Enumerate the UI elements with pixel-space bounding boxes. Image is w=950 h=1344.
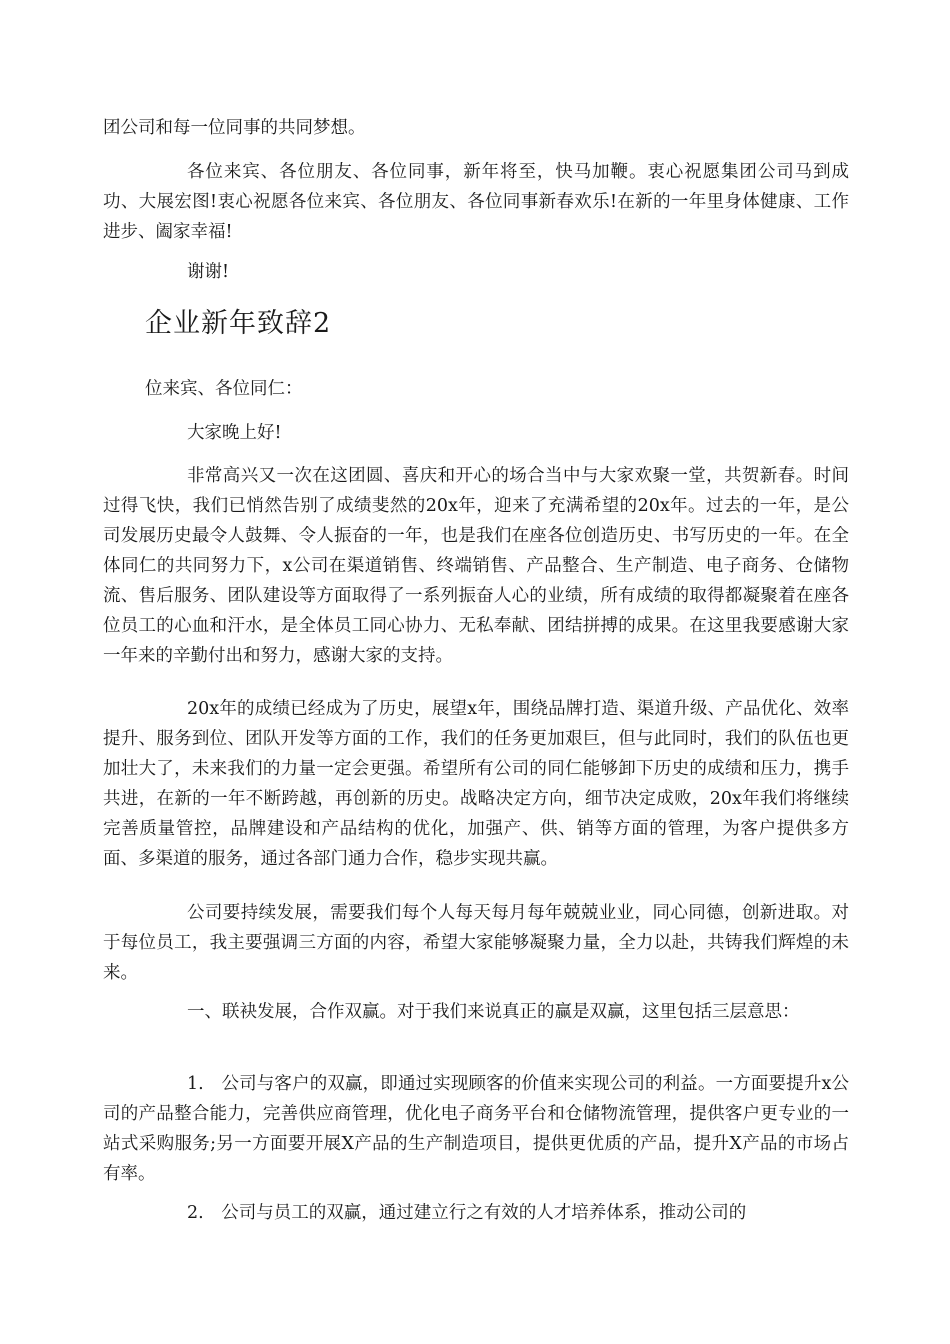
paragraph-development: 公司要持续发展，需要我们每个人每天每月每年兢兢业业，同心同德，创新进取。对于每位员工，我主要强调三方面的内容，希望大家能够凝聚力量，全力以赴，共铸我们辉煌的未来。 [103,903,849,983]
paragraph-wishes: 各位来宾、各位朋友、各位同事，新年将至，快马加鞭。衷心祝愿集团公司马到成功、大展宏图!衷心祝愿各位来宾、各位朋友、各位同事新春欢乐!在新的一年里身体健康、工作进步、阖家幸福! [103,162,849,242]
paragraph-point-one: 一、联袂发展，合作双赢。对于我们来说真正的赢是双赢，这里包括三层意思： [187,1002,800,1022]
greeting: 大家晚上好! [187,423,282,443]
list-item-2: 2. 公司与员工的双赢，通过建立行之有效的人才培养体系，推动公司的 [187,1203,747,1223]
paragraph-thanks: 谢谢! [187,262,230,282]
paragraph-outlook: 20x年的成绩已经成为了历史，展望x年，围绕品牌打造、渠道升级、产品优化、效率提升、服务到位、团队开发等方面的工作，我们的任务更加艰巨，但与此同时，我们的队伍也更加壮大了，未来我们的力量一定会更强。希望所有公司的同仁能够卸下历史的成绩和压力，携手共进，在新的一年不断跨越，再创新的历史。战略决定方向，细节决定成败，20x年我们将继续完善质量管控，品牌建设和产品结构的优化，加强产、供、销等方面的管理，为客户提供多方面、多渠道的服务，通过各部门通力合作，稳步实现共赢。 [103,699,849,869]
salutation: 位来宾、各位同仁： [145,379,303,399]
paragraph-continuation: 团公司和每一位同事的共同梦想。 [103,118,366,138]
paragraph-review: 非常高兴又一次在这团圆、喜庆和开心的场合当中与大家欢聚一堂，共贺新春。时间过得飞快，我们已悄然告别了成绩斐然的20x年，迎来了充满希望的20x年。过去的一年，是公司发展历史最令人鼓舞、令人振奋的一年，也是我们在座各位创造历史、书写历史的一年。在全体同仁的共同努力下，x公司在渠道销售、终端销售、产品整合、生产制造、电子商务、仓储物流、售后服务、团队建设等方面取得了一系列振奋人心的业绩，所有成绩的取得都凝聚着在座各位员工的心血和汗水，是全体员工同心协力、无私奉献、团结拼搏的成果。在这里我要感谢大家一年来的辛勤付出和努力，感谢大家的支持。 [103,466,849,666]
section-title: 企业新年致辞2 [145,308,332,339]
list-item-1: 1. 公司与客户的双赢，即通过实现顾客的价值来实现公司的利益。一方面要提升x公司的产品整合能力，完善供应商管理，优化电子商务平台和仓储物流管理，提供客户更专业的一站式采购服务;另一方面要开展X产品的生产制造项目，提供更优质的产品，提升X产品的市场占有率。 [103,1074,849,1184]
